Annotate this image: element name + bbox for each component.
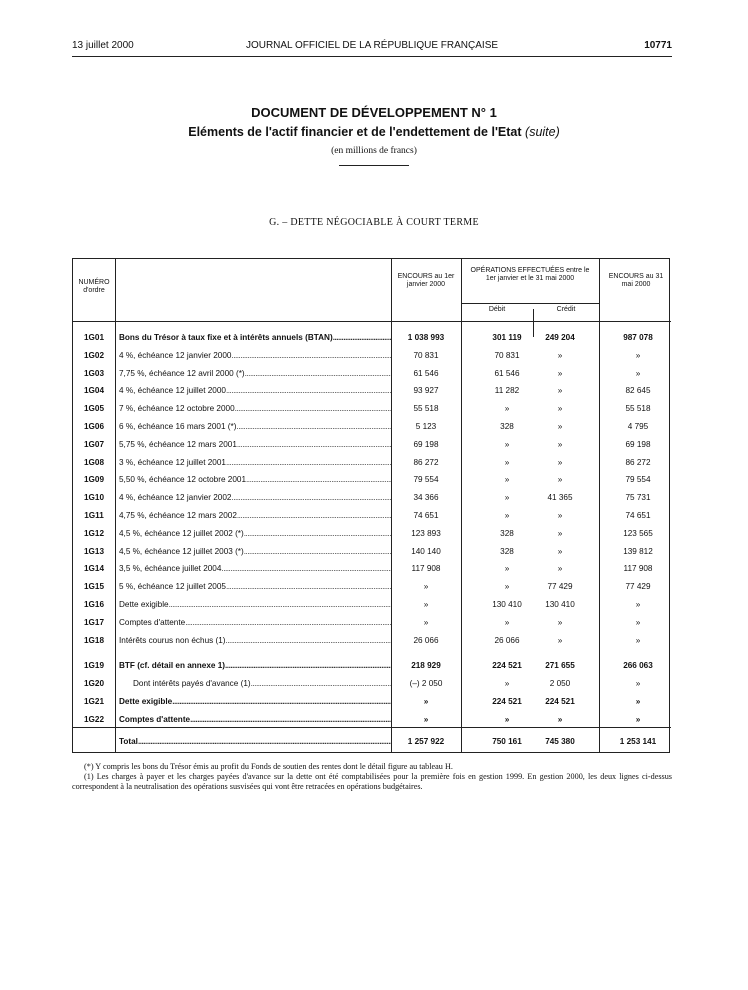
row-label: 7,75 %, échéance 12 avril 2000 (*) ..... <box>119 369 391 378</box>
total-row <box>73 733 671 751</box>
table-row <box>73 347 671 365</box>
row-encours-mai: 266 063 <box>623 661 653 671</box>
row-label: BTF (cf. détail en annexe 1) ..... <box>119 661 391 670</box>
row-debit: » <box>504 457 510 467</box>
row-code: 1G08 <box>83 457 105 467</box>
row-debit: 61 546 <box>494 368 520 378</box>
table-row <box>73 693 671 711</box>
header-numero: NUMÉRO d'ordre <box>78 279 110 294</box>
header-debit: Débit <box>488 306 506 313</box>
row-debit: 70 831 <box>494 350 520 360</box>
row-code: 1G14 <box>83 564 105 574</box>
row-encours-janvier: » <box>423 600 429 609</box>
total-encours-mai: 1 253 141 <box>619 737 657 746</box>
row-debit: » <box>504 564 510 574</box>
row-encours-janvier: 218 929 <box>411 661 441 671</box>
row-label: 6 %, échéance 16 mars 2001 (*) ..... <box>119 422 391 431</box>
row-encours-mai: 139 812 <box>623 546 653 556</box>
table-row <box>73 436 671 454</box>
row-encours-mai: 75 731 <box>625 493 651 503</box>
row-encours-mai: 4 795 <box>627 422 649 431</box>
row-label: 4 %, échéance 12 juillet 2000 ..... <box>119 386 391 395</box>
row-code: 1G10 <box>83 493 105 503</box>
row-encours-mai: » <box>635 697 641 706</box>
row-credit: 224 521 <box>545 697 575 706</box>
row-label: Bons du Trésor à taux fixe et à intérêts annuels (BTAN) ..... <box>119 333 391 342</box>
row-debit: » <box>504 714 510 724</box>
row-credit: » <box>557 546 563 556</box>
row-debit: 26 066 <box>494 635 520 645</box>
row-credit: » <box>557 617 563 627</box>
row-label: 5 %, échéance 12 juillet 2005 ..... <box>119 582 391 591</box>
row-credit: » <box>557 404 563 414</box>
row-credit: » <box>557 511 563 520</box>
row-encours-janvier: » <box>423 582 429 592</box>
page-header <box>72 40 672 54</box>
row-code: 1G19 <box>83 661 105 671</box>
row-code: 1G20 <box>83 679 105 689</box>
row-code: 1G13 <box>83 546 105 556</box>
row-encours-janvier: 86 272 <box>413 457 439 467</box>
row-debit: 328 <box>500 422 514 431</box>
row-encours-janvier: 1 038 993 <box>407 333 445 342</box>
row-debit: 224 521 <box>492 661 522 671</box>
row-credit: » <box>557 422 563 431</box>
row-label: Comptes d'attente ..... <box>119 715 391 724</box>
table-row <box>73 632 671 650</box>
row-encours-janvier: 123 893 <box>411 528 441 538</box>
row-code: 1G17 <box>83 617 105 627</box>
total-credit: 745 380 <box>545 737 575 746</box>
table-row <box>73 382 671 400</box>
table-row <box>73 675 671 693</box>
row-credit: 271 655 <box>545 661 575 671</box>
row-debit: » <box>504 617 510 627</box>
row-credit: 2 050 <box>549 679 571 689</box>
row-debit: 301 119 <box>492 333 522 342</box>
table-row <box>73 578 671 596</box>
row-label: 4,75 %, échéance 12 mars 2002 ..... <box>119 511 391 520</box>
row-encours-mai: 82 645 <box>625 386 651 396</box>
row-label: 5,50 %, échéance 12 octobre 2001 ..... <box>119 475 391 484</box>
row-credit: » <box>557 528 563 538</box>
row-credit: » <box>557 475 563 485</box>
subtitle-suffix: (suite) <box>525 125 560 139</box>
row-encours-mai: » <box>635 600 641 609</box>
table-row <box>73 543 671 561</box>
row-encours-mai: 69 198 <box>625 439 651 449</box>
row-debit: » <box>504 475 510 485</box>
row-label: 7 %, échéance 12 octobre 2000 ..... <box>119 404 391 413</box>
row-code: 1G03 <box>83 368 105 378</box>
header-credit: Crédit <box>556 306 576 313</box>
row-encours-janvier: 34 366 <box>413 493 439 503</box>
row-code: 1G02 <box>83 350 105 360</box>
row-label: Dette exigible ..... <box>119 600 391 609</box>
document-title: DOCUMENT DE DÉVELOPPEMENT N° 1 <box>251 105 497 120</box>
row-label: 3 %, échéance 12 juillet 2001 ..... <box>119 458 391 467</box>
table-row <box>73 560 671 578</box>
row-code: 1G22 <box>83 714 105 724</box>
row-debit: 224 521 <box>492 697 522 706</box>
table-row <box>73 365 671 383</box>
row-code: 1G04 <box>83 386 105 396</box>
row-credit: 130 410 <box>545 600 575 609</box>
table-row <box>73 489 671 507</box>
row-encours-mai: 55 518 <box>625 404 651 414</box>
table-row <box>73 614 671 632</box>
row-debit: » <box>504 404 510 414</box>
row-debit: » <box>504 493 510 503</box>
row-encours-mai: » <box>635 714 641 724</box>
row-encours-janvier: 61 546 <box>413 368 439 378</box>
row-label: 5,75 %, échéance 12 mars 2001 ..... <box>119 440 391 449</box>
total-encours-janvier: 1 257 922 <box>407 737 445 746</box>
unit-note: (en millions de francs) <box>331 146 417 156</box>
table-row <box>73 657 671 675</box>
row-encours-mai: » <box>635 617 641 627</box>
row-label: Dont intérêts payés d'avance (1) ..... <box>119 679 391 688</box>
row-label: Intérêts courus non échus (1) ..... <box>119 636 391 645</box>
row-encours-mai: » <box>635 679 641 689</box>
row-label: 4 %, échéance 12 janvier 2002 ..... <box>119 493 391 502</box>
table-row <box>73 507 671 525</box>
row-credit: » <box>557 564 563 574</box>
row-encours-mai: 86 272 <box>625 457 651 467</box>
row-code: 1G15 <box>83 582 105 592</box>
row-encours-janvier: » <box>423 714 429 724</box>
row-credit: » <box>557 386 563 396</box>
row-encours-mai: 79 554 <box>625 475 651 485</box>
row-label: 4,5 %, échéance 12 juillet 2002 (*) ..... <box>119 529 391 538</box>
header-page-number: 10771 <box>644 40 672 51</box>
row-encours-mai: 77 429 <box>625 582 651 592</box>
total-label: Total ..... <box>119 737 391 746</box>
row-credit: » <box>557 457 563 467</box>
footnote: (1) Les charges à payer et les charges payées d'avance sur la dette ont été comptabilisées pour la première fois en gestion 1999. En gestion 2000, les deux lignes ci-dessus correspondent à la neutralisation des opérations susvisées qui vont être retracées en opérations budgétaires. <box>72 772 672 791</box>
row-divider <box>73 321 671 322</box>
subtitle-text: Eléments de l'actif financier et de l'endettement de l'Etat <box>188 125 522 139</box>
table-row <box>73 471 671 489</box>
row-code: 1G06 <box>83 422 105 431</box>
table-row <box>73 400 671 418</box>
header-journal-title: JOURNAL OFFICIEL DE LA RÉPUBLIQUE FRANÇAISE <box>245 40 499 51</box>
row-label: Dette exigible ..... <box>119 697 391 706</box>
table-row <box>73 418 671 436</box>
row-debit: 11 282 <box>494 386 520 396</box>
row-encours-janvier: 5 123 <box>415 422 437 431</box>
row-encours-janvier: 79 554 <box>413 475 439 485</box>
row-encours-mai: 123 565 <box>623 528 653 538</box>
row-credit: » <box>557 635 563 645</box>
total-debit: 750 161 <box>492 737 522 746</box>
row-encours-janvier: 26 066 <box>413 635 439 645</box>
row-encours-mai: » <box>635 368 641 378</box>
row-label: 4,5 %, échéance 12 juillet 2003 (*) ..... <box>119 547 391 556</box>
title-divider <box>339 165 409 166</box>
header-encours-janvier: ENCOURS au 1er janvier 2000 <box>397 273 455 288</box>
row-credit: 41 365 <box>547 493 573 503</box>
row-encours-mai: » <box>635 635 641 645</box>
row-divider <box>461 303 599 304</box>
row-code: 1G05 <box>83 404 105 414</box>
row-debit: » <box>504 679 510 689</box>
document-subtitle <box>0 125 748 139</box>
row-label: Comptes d'attente ..... <box>119 618 391 627</box>
row-encours-mai: 74 651 <box>625 511 651 520</box>
row-encours-mai: » <box>635 350 641 360</box>
row-code: 1G18 <box>83 635 105 645</box>
debt-table <box>72 258 670 753</box>
table-row <box>73 329 671 347</box>
header-operations: OPÉRATIONS EFFECTUÉES entre le 1er janvier et le 31 mai 2000 <box>470 267 590 282</box>
row-debit: 328 <box>500 546 514 556</box>
footnotes <box>72 762 672 792</box>
row-code: 1G11 <box>84 511 104 520</box>
row-credit: » <box>557 368 563 378</box>
row-code: 1G07 <box>83 439 105 449</box>
row-credit: » <box>557 350 563 360</box>
row-encours-janvier: 117 908 <box>411 564 441 574</box>
table-row <box>73 711 671 729</box>
header-rule <box>72 56 672 57</box>
row-debit: » <box>504 439 510 449</box>
header-encours-mai: ENCOURS au 31 mai 2000 <box>608 273 664 288</box>
row-label: 3,5 %, échéance juillet 2004 ..... <box>119 564 391 573</box>
section-heading: G. – DETTE NÉGOCIABLE À COURT TERME <box>269 217 479 228</box>
row-code: 1G16 <box>83 600 105 609</box>
row-encours-janvier: 55 518 <box>413 404 439 414</box>
row-encours-janvier: 140 140 <box>411 546 441 556</box>
row-debit: 328 <box>500 528 514 538</box>
row-credit: 249 204 <box>545 333 575 342</box>
row-credit: 77 429 <box>547 582 573 592</box>
row-encours-janvier: » <box>423 617 429 627</box>
table-row <box>73 596 671 614</box>
row-encours-janvier: 74 651 <box>413 511 439 520</box>
row-code: 1G21 <box>83 697 105 706</box>
row-debit: » <box>504 582 510 592</box>
footnote: (*) Y compris les bons du Trésor émis au profit du Fonds de soutien des rentes dont le détail figure au tableau H. <box>84 762 453 771</box>
row-encours-mai: 987 078 <box>623 333 653 342</box>
table-row <box>73 454 671 472</box>
row-code: 1G01 <box>83 333 105 342</box>
row-encours-janvier: (–) 2 050 <box>409 679 443 689</box>
row-encours-janvier: » <box>423 697 429 706</box>
row-credit: » <box>557 439 563 449</box>
row-code: 1G09 <box>83 475 105 485</box>
row-encours-janvier: 93 927 <box>413 386 439 396</box>
row-code: 1G12 <box>83 528 105 538</box>
row-debit: » <box>504 511 510 520</box>
row-encours-janvier: 69 198 <box>413 439 439 449</box>
row-credit: » <box>557 714 563 724</box>
header-date: 13 juillet 2000 <box>72 40 134 51</box>
row-encours-janvier: 70 831 <box>413 350 439 360</box>
row-encours-mai: 117 908 <box>623 564 653 574</box>
table-row <box>73 525 671 543</box>
row-label: 4 %, échéance 12 janvier 2000 ..... <box>119 351 391 360</box>
row-debit: 130 410 <box>492 600 522 609</box>
